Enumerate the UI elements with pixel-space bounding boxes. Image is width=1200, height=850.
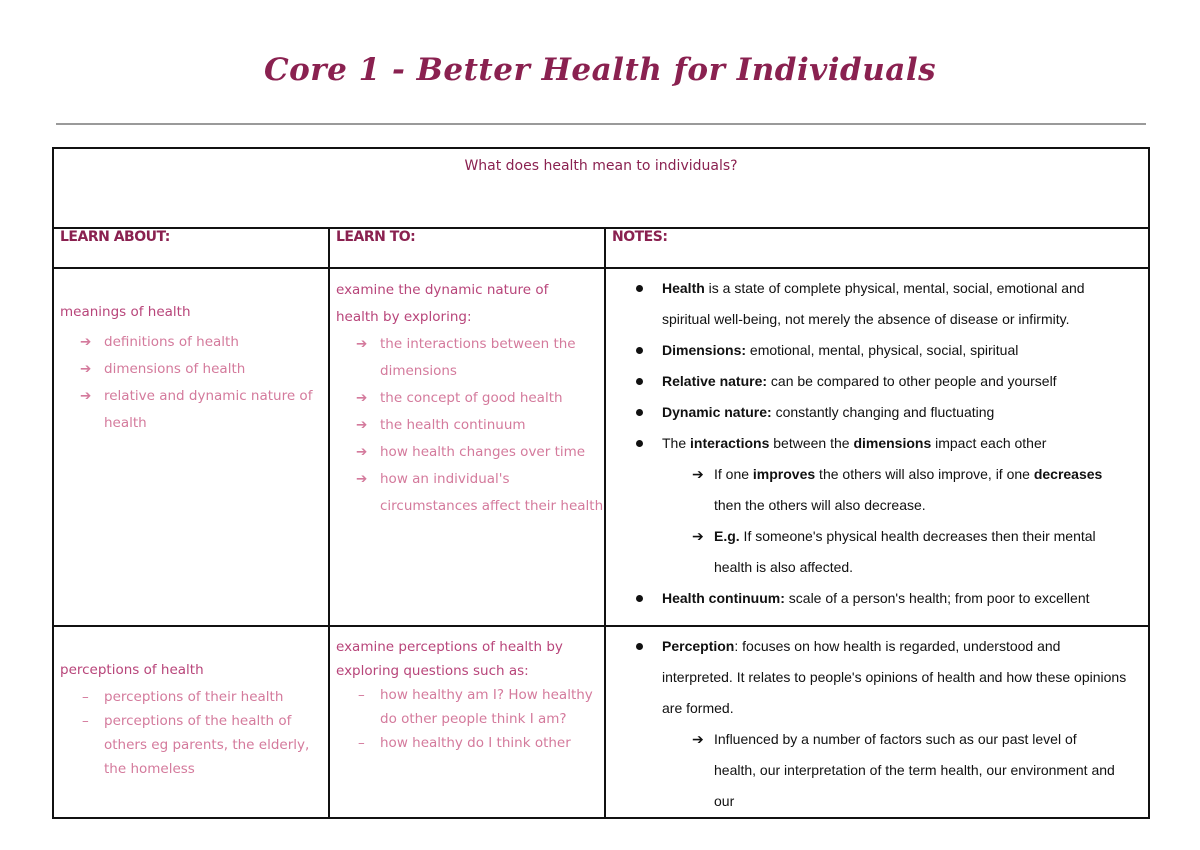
learn-to-cell	[329, 626, 605, 818]
arrow-icon: ➔	[356, 444, 368, 460]
note-item: Perception: focuses on how health is regarded, understood and interpreted. It relates to people's opinions of health and how these opinions are formed. ➔ Influenced by a number of factors such as our past level of health, our interpretation of the term health, our environment and our	[606, 631, 1148, 817]
dash-icon: –	[82, 689, 89, 705]
arrow-icon: ➔	[356, 336, 368, 352]
list-item: – perceptions of the health of others eg parents, the elderly, the homeless	[54, 709, 322, 781]
learn-about-header: LEARN ABOUT:	[60, 229, 170, 245]
learn-to-header: LEARN TO:	[336, 229, 416, 245]
list-item: – perceptions of their health	[54, 685, 322, 709]
to-heading: examine the dynamic nature of health by exploring:	[336, 282, 549, 325]
list-item: ➔ how health changes over time	[330, 439, 604, 466]
learn-about-cell	[53, 626, 329, 818]
list-item: ➔ the health continuum	[330, 412, 604, 439]
focus-question: What does health mean to individuals?	[464, 158, 738, 174]
list-item: ➔ definitions of health	[54, 329, 328, 356]
list-item: ➔ dimensions of health	[54, 356, 328, 383]
sub-note-item: ➔ If one improves the others will also improve, if one decreases then the others will also decrease.	[606, 459, 1134, 521]
bullet-icon	[636, 409, 643, 416]
bullet-icon	[636, 347, 643, 354]
bullet-icon	[636, 378, 643, 385]
arrow-icon: ➔	[80, 388, 92, 404]
note-item: Health is a state of complete physical, mental, social, emotional and spiritual well-being, not merely the absence of disease or infirmity.	[606, 273, 1148, 335]
bullet-icon	[636, 285, 643, 292]
bullet-icon	[636, 595, 643, 602]
learn-about-cell	[53, 268, 329, 626]
notes-header: NOTES:	[612, 229, 668, 245]
bullet-icon	[636, 643, 643, 650]
dash-icon: –	[358, 735, 365, 751]
about-list	[54, 329, 328, 437]
notes-list	[606, 631, 1148, 817]
arrow-icon: ➔	[80, 334, 92, 350]
sub-note-item: ➔ E.g. If someone's physical health decreases then their mental health is also affected.	[606, 521, 1134, 583]
list-item: – how healthy am I? How healthy do other people think I am?	[330, 683, 598, 731]
table-row	[53, 268, 1149, 626]
arrow-icon: ➔	[692, 528, 704, 544]
arrow-icon: ➔	[80, 361, 92, 377]
sub-note-item: ➔ Influenced by a number of factors such as our past level of health, our interpretation of the term health, our environment and our	[606, 724, 1134, 817]
about-heading: meanings of health	[60, 304, 191, 320]
dash-icon: –	[82, 713, 89, 729]
learn-to-cell	[329, 268, 605, 626]
list-item: ➔ relative and dynamic nature of health	[54, 383, 328, 437]
list-item: ➔ the concept of good health	[330, 385, 604, 412]
note-item: Dimensions: emotional, mental, physical, social, spiritual	[606, 335, 1148, 366]
list-item: ➔ how an individual's circumstances affect their health	[330, 466, 604, 520]
to-list	[330, 683, 604, 755]
arrow-icon: ➔	[356, 417, 368, 433]
to-list	[330, 331, 604, 520]
note-item: Dynamic nature: constantly changing and fluctuating	[606, 397, 1148, 428]
syllabus-table	[52, 147, 1150, 819]
bullet-icon	[636, 440, 643, 447]
question-row	[53, 148, 1149, 228]
note-item: The interactions between the dimensions impact each other ➔ If one improves the others will also improve, if one decreases then the others will also decrease. ➔ E.g. If someone's physical health decreases then their mental health is also affected.	[606, 428, 1148, 583]
list-item: ➔ the interactions between the dimensions	[330, 331, 604, 385]
page-title: Core 1 - Better Health for Individuals	[263, 52, 937, 88]
arrow-icon: ➔	[692, 731, 704, 747]
sub-list	[606, 724, 1134, 817]
header-row	[53, 228, 1149, 268]
notes-cell	[605, 626, 1149, 818]
about-list	[54, 685, 328, 781]
list-item: – how healthy do I think other	[330, 731, 598, 755]
to-heading: examine perceptions of health by exploring questions such as:	[336, 639, 563, 679]
dash-icon: –	[358, 687, 365, 703]
notes-cell	[605, 268, 1149, 626]
title-divider	[56, 123, 1146, 125]
note-item: Relative nature: can be compared to other people and yourself	[606, 366, 1148, 397]
notes-list	[606, 273, 1148, 614]
table-row	[53, 626, 1149, 818]
note-item: Health continuum: scale of a person's health; from poor to excellent	[606, 583, 1148, 614]
arrow-icon: ➔	[356, 471, 368, 487]
arrow-icon: ➔	[356, 390, 368, 406]
arrow-icon: ➔	[692, 466, 704, 482]
sub-list	[606, 459, 1134, 583]
about-heading: perceptions of health	[60, 662, 204, 678]
